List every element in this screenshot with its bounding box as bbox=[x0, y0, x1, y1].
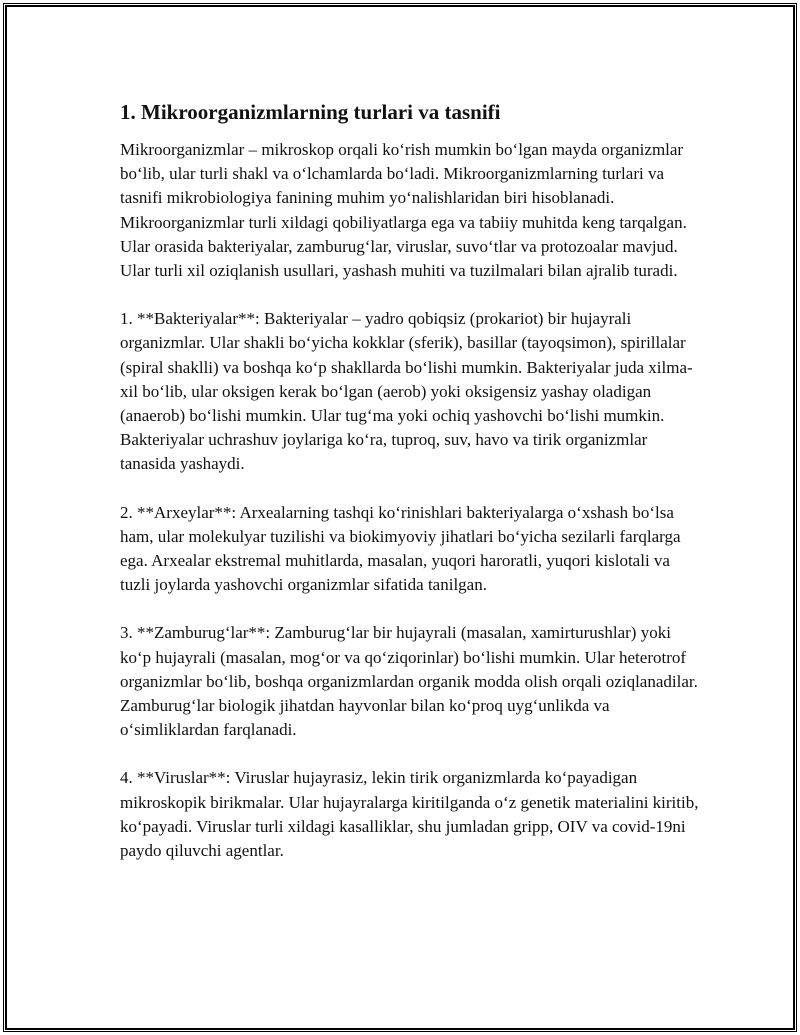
intro-paragraph: Mikroorganizmlar – mikroskop orqali ko‘rish mumkin bo‘lgan mayda organizmlar bo‘lib, ular turli shakl va o‘lchamlarda bo‘ladi. Mikroorganizmlarning turlari va tasnifi mikrobiologiya fanining muhim yo‘nalishlaridan biri hisoblanadi. Mikroorganizmlar turli xildagi qobiliyatlarga ega va tabiiy muhitda keng tarqalgan. Ular orasida bakteriyalar, zamburug‘lar, viruslar, suvo‘tlar va protozoalar mavjud. Ular turli xil oziqlanish usullari, yashash muhiti va tuzilmalari bilan ajralib turadi. bbox=[120, 140, 687, 281]
bacteria-paragraph: 1. **Bakteriyalar**: Bakteriyalar – yadro qobiqsiz (prokariot) bir hujayrali organizmlar. Ular shakli bo‘yicha kokklar (sferik), basillar (tayoqsimon), spirillalar (spiral shaklli) va boshqa ko‘p shakllarda bo‘lishi mumkin. Bakteriyalar juda xilma-xil bo‘lib, ular oksigen kerak bo‘lgan (aerob) yoki oksigensiz yashay oladigan (anaerob) bo‘lishi mumkin. Ular tug‘ma yoki ochiq yashovchi bo‘lishi mumkin. Bakteriyalar uchrashuv joylariga ko‘ra, tuproq, suv, havo va tirik organizmlar tanasida yashaydi. bbox=[120, 309, 693, 474]
archaea-paragraph: 2. **Arxeylar**: Arxealarning tashqi ko‘rinishlari bakteriyalarga o‘xshash bo‘lsa ham, ular molekulyar tuzilishi va biokimyoviy jihatlari bo‘yicha sezilarli farqlarga ega. Arxealar ekstremal muhitlarda, masalan, yuqori haroratli, yuqori kislotali va tuzli joylarda yashovchi organizmlar sifatida tanilgan. bbox=[120, 502, 681, 595]
viruses-paragraph: 4. **Viruslar**: Viruslar hujayrasiz, lekin tirik organizmlarda ko‘payadigan mikroskopik birikmalar. Ular hujayralarga kiritilganda o‘z genetik materialini kiritib, ko‘payadi. Viruslar turli xildagi kasalliklar, shu jumladan gripp, OIV va covid-19ni paydo qiluvchi agentlar. bbox=[120, 768, 699, 861]
document-page bbox=[3, 3, 797, 1032]
fungi-paragraph: 3. **Zamburug‘lar**: Zamburug‘lar bir hujayrali (masalan, xamirturushlar) yoki ko‘p hujayrali (masalan, mog‘or va qo‘ziqorinlar) bo‘lishi mumkin. Ular heterotrof organizmlar bo‘lib, boshqa organizmlardan organik modda olish orqali oziqlanadilar. Zamburug‘lar biologik jihatdan hayvonlar bilan ko‘proq uyg‘unlikda va o‘simliklardan farqlanadi. bbox=[120, 623, 698, 740]
document-body bbox=[120, 98, 700, 887]
section-title: 1. Mikroorganizmlarning turlari va tasnifi bbox=[120, 100, 501, 124]
